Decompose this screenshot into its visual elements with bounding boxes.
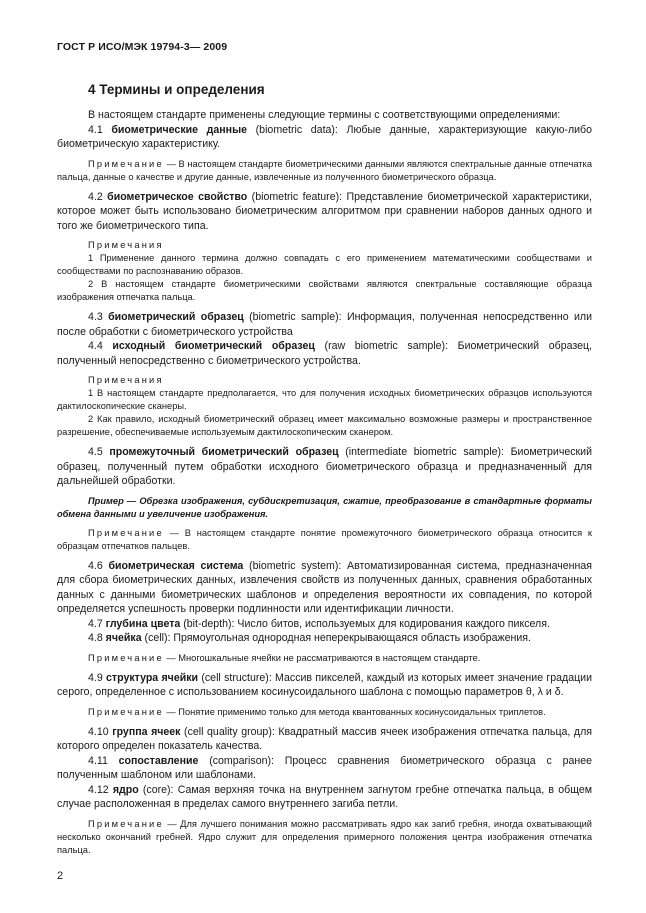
note-item: 2 Как правило, исходный биометрический образец имеет максимально возможные размеры и пространственное разрешение, обеспечиваемые используемым дактилоскопическим сканером. <box>57 414 592 437</box>
term-name: биометрические данные <box>111 123 248 136</box>
note-item: 1 В настоящем стандарте предполагается, что для получения исходных биометрических образцов используются дактилоскопические сканеры. <box>57 388 592 411</box>
term-4-7: 4.7 глубина цвета (bit-depth): Число битов, используемых для кодирования каждого пикселя. <box>88 617 550 630</box>
term-name: глубина цвета <box>105 617 181 630</box>
term-4-8: 4.8 ячейка (cell): Прямоугольная однородная неперекрывающаяся область изображения. <box>88 632 531 644</box>
term-4-11: 4.11 сопоставление (comparison): Процесс сравнения биометрического образца с ранее полученным шаблоном или шаблонами. <box>57 754 593 781</box>
note-item: 2 В настоящем стандарте биометрическими свойствами являются спектральные составляющие образца изображения отпечатка пальца. <box>57 279 592 302</box>
term-4-3: 4.3 биометрический образец (biometric sample): Информация, полученная непосредственно или после обработки с биометрического устройства <box>57 311 593 338</box>
section-title: 4 Термины и определения <box>88 82 265 97</box>
term-4-9: 4.9 структура ячейки (cell structure): Массив пикселей, каждый из которых имеет значение градации серого, определенное с использованием косинусоидального шаблона с помощью параметров θ, λ и δ. <box>57 671 593 698</box>
term-name: биометрическая система <box>108 559 244 572</box>
term-name: промежуточный биометрический образец <box>109 446 339 458</box>
term-4-12: 4.12 ядро (core): Самая верхняя точка на внутреннем загнутом гребне отпечатка пальца, в общем случае расположенная в пределах самого внутреннего загиба петли. <box>57 783 592 810</box>
page-number: 2 <box>57 870 64 882</box>
intro-paragraph: В настоящем стандарте применены следующие термины с соответствующими определениями: <box>88 109 561 121</box>
notes-label: Примечания <box>88 240 164 250</box>
note-4-1: Примечание — В настоящем стандарте биометрическими данными являются спектральные данные отпечатка пальца, данные о качестве и другие данные, извлеченные из полученного биометрического образца. <box>57 158 592 182</box>
term-name: ячейка <box>105 632 142 644</box>
note-4-9: Примечание — Понятие применимо только для метода квантованных косинусоидальных триплетов. <box>88 706 546 717</box>
term-name: группа ячеек <box>112 725 181 738</box>
notes-label: Примечания <box>88 375 164 385</box>
note-4-8: Примечание — Многошкальные ячейки не рассматриваются в настоящем стандарте. <box>88 652 481 663</box>
term-name: биометрическое свойство <box>107 190 248 203</box>
term-4-10: 4.10 группа ячеек (cell quality group): Квадратный массив ячеек изображения отпечатка пальца, для которого определен показатель качества. <box>57 725 593 752</box>
note-item: 1 Применение данного термина должно совпадать с его применением математическими сообществами и сообществами по распознаванию образов. <box>57 253 592 276</box>
term-4-4: 4.4 исходный биометрический образец (raw biometric sample): Биометрический образец, полученный непосредственно с биометрического устройства. <box>57 340 592 367</box>
example-4-5: Пример — Обрезка изображения, субдискретизация, сжатие, преобразование в стандартные форматы обмена данными и увеличение изображения. <box>57 495 592 519</box>
term-name: структура ячейки <box>106 671 199 684</box>
note-4-12: Примечание — Для лучшего понимания можно рассматривать ядро как загиб гребня, иногда охватывающий несколько окончаний гребней. Ядро служит для определения примерного положения центра изображения отпечатка пальца. <box>57 818 592 855</box>
document-body <box>57 108 592 857</box>
document-header: ГОСТ Р ИСО/МЭК 19794-3— 2009 <box>57 41 228 53</box>
term-name: биометрический образец <box>108 311 244 323</box>
term-4-1: 4.1 биометрические данные (biometric data): Любые данные, характеризующие какую-либо биометрическую характеристику. <box>57 123 592 150</box>
term-4-2: 4.2 биометрическое свойство (biometric feature): Представление биометрической характеристики, которое может быть использовано биометрическим алгоритмом при сравнении наборов данных одного и того же биометрического типа. <box>57 190 592 232</box>
term-name: ядро <box>112 783 139 796</box>
term-name: сопоставление <box>118 754 199 767</box>
term-name: исходный биометрический образец <box>112 340 315 352</box>
note-4-5: Примечание — В настоящем стандарте понятие промежуточного биометрического образца относится к образцам отпечатков пальцев. <box>57 527 592 551</box>
term-4-5: 4.5 промежуточный биометрический образец (intermediate biometric sample): Биометрический образец, полученный путем обработки исходного биометрического образца и предназначенный для дальнейшей обработки. <box>57 446 592 487</box>
term-4-6: 4.6 биометрическая система (biometric system): Автоматизированная система, предназначенная для сбора биометрических данных, извлечения свойств из полученных данных, сравнения обработанных данных с данными биометрических шаблонов и определения вероятности их совпадения, по которой определяется успешность проверки подлинности или идентификации личности. <box>57 559 593 615</box>
